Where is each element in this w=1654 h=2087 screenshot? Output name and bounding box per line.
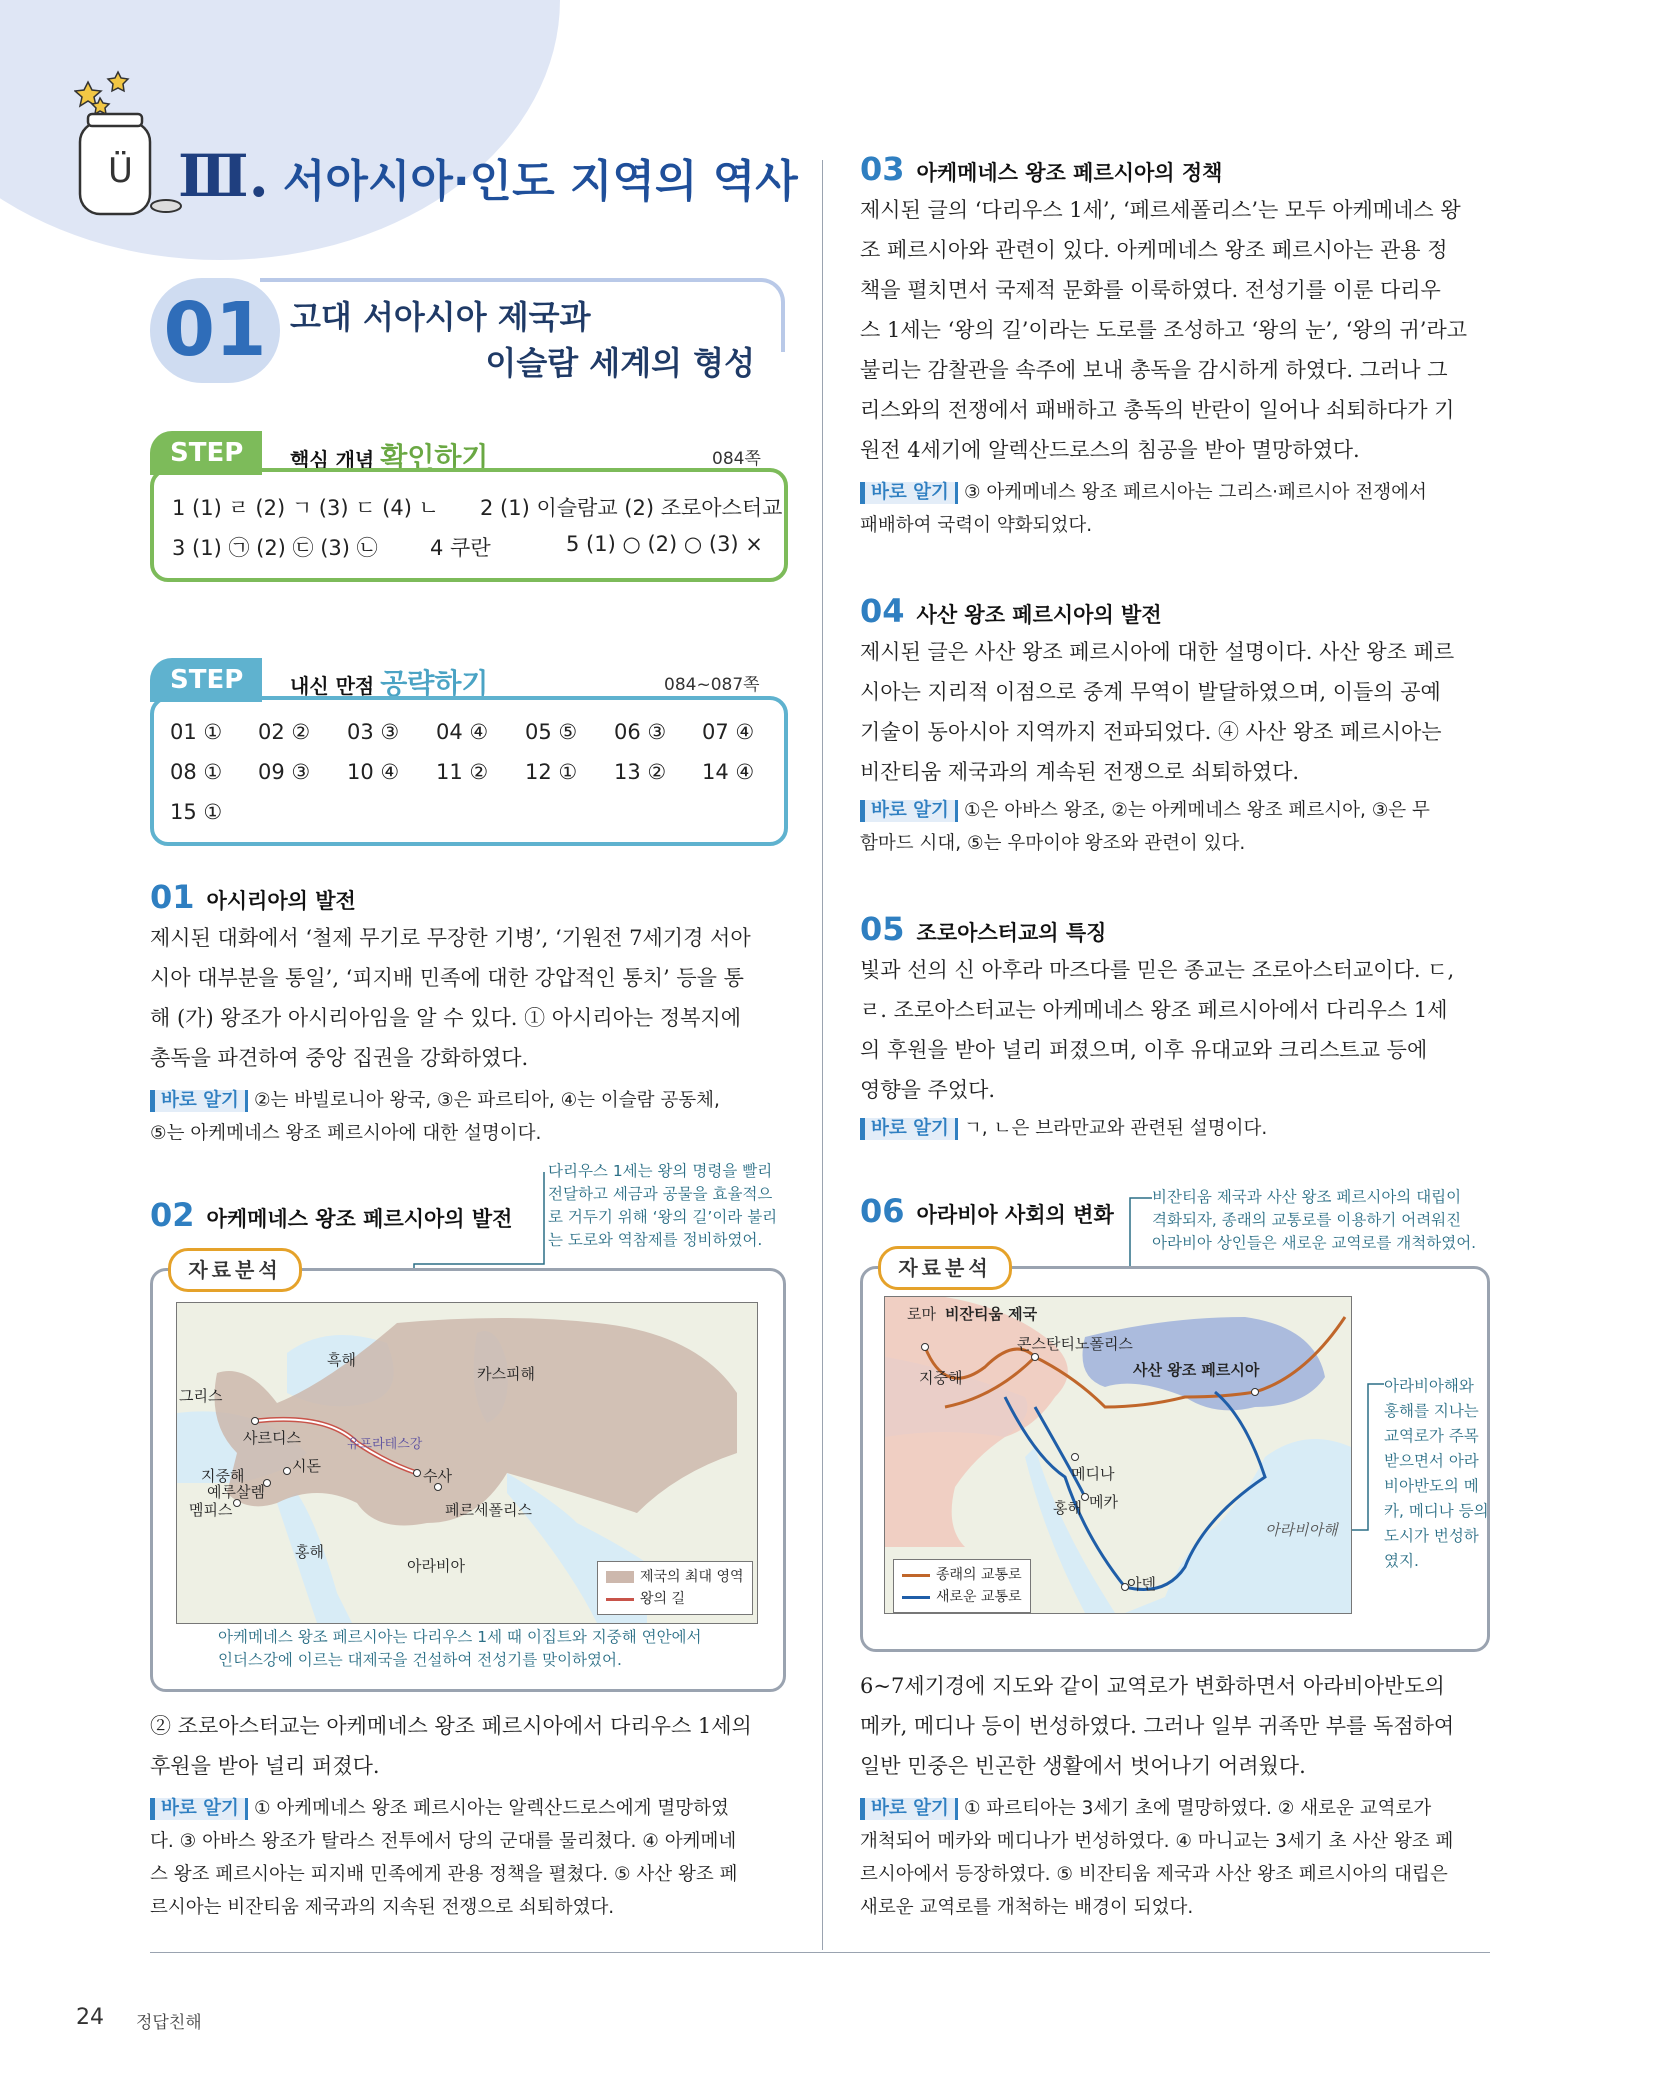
q05-body: 빛과 선의 신 아후라 마즈다를 믿은 종교는 조로아스터교이다. ㄷ, ㄹ. 조로아스터교는 아케메네스 왕조 페르시아에서 다리우스 1세 의 후원을 받아 널리 퍼졌으며, 이후 유대교와 크리스트교 등에 영향을 주었다. (860, 958, 1455, 1102)
map-label: 멤피스 (189, 1501, 233, 1519)
note-tag: 바로 알기 (860, 482, 958, 504)
map-label: 아라비아 (407, 1557, 465, 1575)
map-label: 페르세폴리스 (445, 1501, 532, 1519)
step2-page: 084~087쪽 (664, 675, 760, 695)
q06-callout-top: 비잔티움 제국과 사산 왕조 페르시아의 대립이 격화되자, 종래의 교통로를 이용하기 어려워진 아라비아 상인들은 새로운 교역로를 개척하였어. (1152, 1188, 1477, 1252)
step2-answer: 01 ① (170, 720, 223, 744)
step2-answer: 13 ② (614, 760, 667, 784)
map-label: 카스피해 (477, 1365, 535, 1383)
callout-connector (1352, 1380, 1388, 1540)
q06-note: 바로 알기 ① 파르티아는 3세기 초에 멸망하였다. ② 새로운 교역로가 개척되어 메카와 메디나가 번성하였다. ④ 마니교는 3세기 초 사산 왕조 페 르시아에서 등장하였다. ⑤ 비잔티움 제국과 사산 왕조 페르시아의 대립은 새로운 교역로를 개척하는 배경이 되었다. (860, 1798, 1454, 1918)
step2-answer: 03 ③ (347, 720, 400, 744)
map-label: 지중해 (919, 1369, 963, 1387)
svg-text:Ü: Ü (108, 151, 133, 191)
chapter-title (178, 142, 798, 210)
step2-title: 내신 만점 공략하기 (290, 667, 489, 700)
q04-note: 바로 알기 ①은 아바스 왕조, ②는 아케메네스 왕조 페르시아, ③은 무 함마드 시대, ⑤는 우마이야 왕조와 관련이 있다. (860, 800, 1430, 854)
step2-answer: 05 ⑤ (525, 720, 578, 744)
q06-heading: 06 아라비아 사회의 변화 (860, 1192, 1114, 1230)
section-title-line2: 이슬람 세계의 형성 (485, 344, 755, 382)
q03-body: 제시된 글의 ‘다리우스 1세’, ‘페르세폴리스’는 모두 아케메네스 왕 조 페르시아와 관련이 있다. 아케메네스 왕조 페르시아는 관용 정 책을 펼치면서 국제적 문화를 이룩하였다. 전성기를 이룬 다리우 스 1세는 ‘왕의 길’이라는 도로를 조성하고 ‘왕의 눈’, ‘왕의 귀’라고 불리는 감찰관을 속주에 보내 총독을 감시하게 하였다. 그러나 그 리스와의 전쟁에서 패배하고 총독의 반란이 일어나 쇠퇴하다가 기 원전 4세기에 알렉산드로스의 침공을 받아 멸망하였다. (860, 198, 1468, 462)
q01-note: 바로 알기 ②는 바빌로니아 왕국, ③은 파르티아, ④는 이슬람 공동체, ⑤는 아케메네스 왕조 페르시아에 대한 설명이다. (150, 1090, 720, 1144)
step2-answer: 12 ① (525, 760, 578, 784)
q06-callout-right: 아라비아해와 홍해를 지나는 교역로가 주목 받으면서 아라 비아반도의 메 카, 메디나 등의 도시가 번성하 였지. (1384, 1377, 1489, 1570)
step2-answer: 14 ④ (702, 760, 755, 784)
q02-legend: 제국의 최대 영역 왕의 길 (597, 1561, 753, 1615)
map-label: 사산 왕조 페르시아 (1133, 1361, 1260, 1379)
footer-label: 정답친해 (136, 2013, 202, 2033)
step2-answer: 11 ② (436, 760, 489, 784)
step2-answer: 02 ② (258, 720, 311, 744)
q03-note: 바로 알기 ③ 아케메네스 왕조 페르시아는 그리스·페르시아 전쟁에서 패배하여 국력이 약화되었다. (860, 482, 1427, 536)
q02-body: ② 조로아스터교는 아케메네스 왕조 페르시아에서 다리우스 1세의 후원을 받아 널리 퍼졌다. (150, 1714, 752, 1778)
note-tag: 바로 알기 (150, 1798, 248, 1820)
map-label: 아라비아해 (1265, 1521, 1338, 1539)
map-label: 사르디스 (243, 1429, 301, 1447)
step2-answer: 10 ④ (347, 760, 400, 784)
map-label: 로마 (907, 1305, 936, 1323)
step2-answer: 04 ④ (436, 720, 489, 744)
step2-answer: 09 ③ (258, 760, 311, 784)
note-tag: 바로 알기 (860, 800, 958, 822)
step1-answer: 1 (1) ㄹ (2) ㄱ (3) ㄷ (4) ㄴ (172, 496, 439, 520)
q06-map (884, 1296, 1352, 1614)
page-number: 24 (76, 2005, 104, 2030)
note-tag: 바로 알기 (860, 1798, 958, 1820)
q01-body: 제시된 대화에서 ‘철제 무기로 무장한 기병’, ‘기원전 7세기경 서아 시아 대부분을 통일’, ‘피지배 민족에 대한 강압적인 통치’ 등을 통 해 (가) 왕조가 아시리아임을 알 수 있다. ① 아시리아는 정복지에 총독을 파견하여 중앙 집권을 강화하였다. (150, 926, 751, 1070)
q02-map (176, 1302, 758, 1624)
q02-heading: 02 아케메네스 왕조 페르시아의 발전 (150, 1196, 513, 1234)
q02-note: 바로 알기 ① 아케메네스 왕조 페르시아는 알렉산드로스에게 멸망하였 다. ③ 아바스 왕조가 탈라스 전투에서 당의 군대를 물리쳤다. ④ 아케메네 스 왕조 페르시아는 피지배 민족에게 관용 정책을 펼쳤다. ⑤ 사산 왕조 페 르시아는 비잔티움 제국과의 지속된 전쟁으로 쇠퇴하였다. (150, 1798, 738, 1918)
note-tag: 바로 알기 (860, 1118, 958, 1140)
map-label: 수사 (423, 1467, 452, 1485)
map-label: 메카 (1089, 1493, 1118, 1511)
map-label: 흑해 (327, 1351, 356, 1369)
step1-tab: STEP 1 (150, 431, 262, 475)
map-label: 지중해 (201, 1467, 245, 1485)
q04-body: 제시된 글은 사산 왕조 페르시아에 대한 설명이다. 사산 왕조 페르 시아는 지리적 이점으로 중계 무역이 발달하였으며, 이들의 공예 기술이 동아시아 지역까지 전파되었다. ④ 사산 왕조 페르시아는 비잔티움 제국과의 계속된 전쟁으로 쇠퇴하였다. (860, 640, 1455, 784)
chapter-title-text: 서아시아·인도 지역의 역사 (282, 156, 798, 207)
note-tag: 바로 알기 (150, 1090, 248, 1112)
q06-map-tag: 자료분석 (878, 1246, 1012, 1290)
step1-answer: 3 (1) ㉠ (2) ㉢ (3) ㉡ (172, 536, 378, 560)
q04-heading: 04 사산 왕조 페르시아의 발전 (860, 592, 1162, 630)
map-label: 시돈 (292, 1457, 321, 1475)
map-label: 비잔티움 제국 (945, 1305, 1038, 1323)
q03-heading: 03 아케메네스 왕조 페르시아의 정책 (860, 150, 1223, 188)
section-title-line1: 고대 서아시아 제국과 (290, 298, 591, 336)
q01-heading: 01 아시리아의 발전 (150, 878, 356, 916)
step1-answer: 2 (1) 이슬람교 (2) 조로아스터교 (480, 496, 783, 520)
map-label: 유프라테스강 (347, 1437, 423, 1452)
q06-body: 6~7세기경에 지도와 같이 교역로가 변화하면서 아라비아반도의 메카, 메디나 등이 번성하였다. 그러나 일부 귀족만 부를 독점하여 일반 민중은 빈곤한 생활에서 벗어나기 어려웠다. (860, 1674, 1455, 1778)
step2-answer: 15 ① (170, 800, 223, 824)
step1-answer: 4 쿠란 (430, 536, 491, 560)
step1-box (150, 468, 788, 582)
step2-answer: 06 ③ (614, 720, 667, 744)
column-divider (822, 160, 823, 1950)
footer-rule (150, 1952, 1490, 1953)
section-header (150, 278, 785, 388)
q02-callout-bottom: 아케메네스 왕조 페르시아는 다리우스 1세 때 이집트와 지중해 연안에서 인더스강에 이르는 대제국을 건설하여 전성기를 맞이하였어. (218, 1628, 702, 1669)
q05-note: 바로 알기 ㄱ, ㄴ은 브라만교와 관련된 설명이다. (860, 1112, 1267, 1145)
section-number: 01 (150, 278, 280, 383)
map-label: 아덴 (1127, 1575, 1156, 1593)
map-label: 홍해 (295, 1543, 324, 1561)
q02-map-tag: 자료분석 (168, 1248, 302, 1292)
step1-answer: 5 (1) ○ (2) ○ (3) × (566, 532, 763, 556)
map-label: 그리스 (179, 1387, 223, 1405)
q05-heading: 05 조로아스터교의 특징 (860, 910, 1107, 948)
map-label: 예루살렘 (207, 1483, 265, 1501)
star-jar-icon (74, 70, 184, 220)
map-label: 메디나 (1071, 1465, 1115, 1483)
step1-title: 핵심 개념 확인하기 (290, 441, 489, 474)
chapter-roman: Ⅲ. (178, 142, 269, 210)
q06-legend: 종래의 교통로 새로운 교통로 (893, 1559, 1031, 1613)
step2-tab: STEP 2 (150, 658, 262, 702)
step2-answer: 07 ④ (702, 720, 755, 744)
map-label: 홍해 (1053, 1499, 1082, 1517)
step1-page: 084쪽 (712, 449, 761, 469)
q02-callout-top: 다리우스 1세는 왕의 명령을 빨리 전달하고 세금과 공물을 효율적으 로 거두기 위해 ‘왕의 길’이라 불리 는 도로와 역참제를 정비하였어. (548, 1162, 778, 1249)
step2-answer: 08 ① (170, 760, 223, 784)
map-label: 콘스탄티노폴리스 (1017, 1335, 1133, 1353)
